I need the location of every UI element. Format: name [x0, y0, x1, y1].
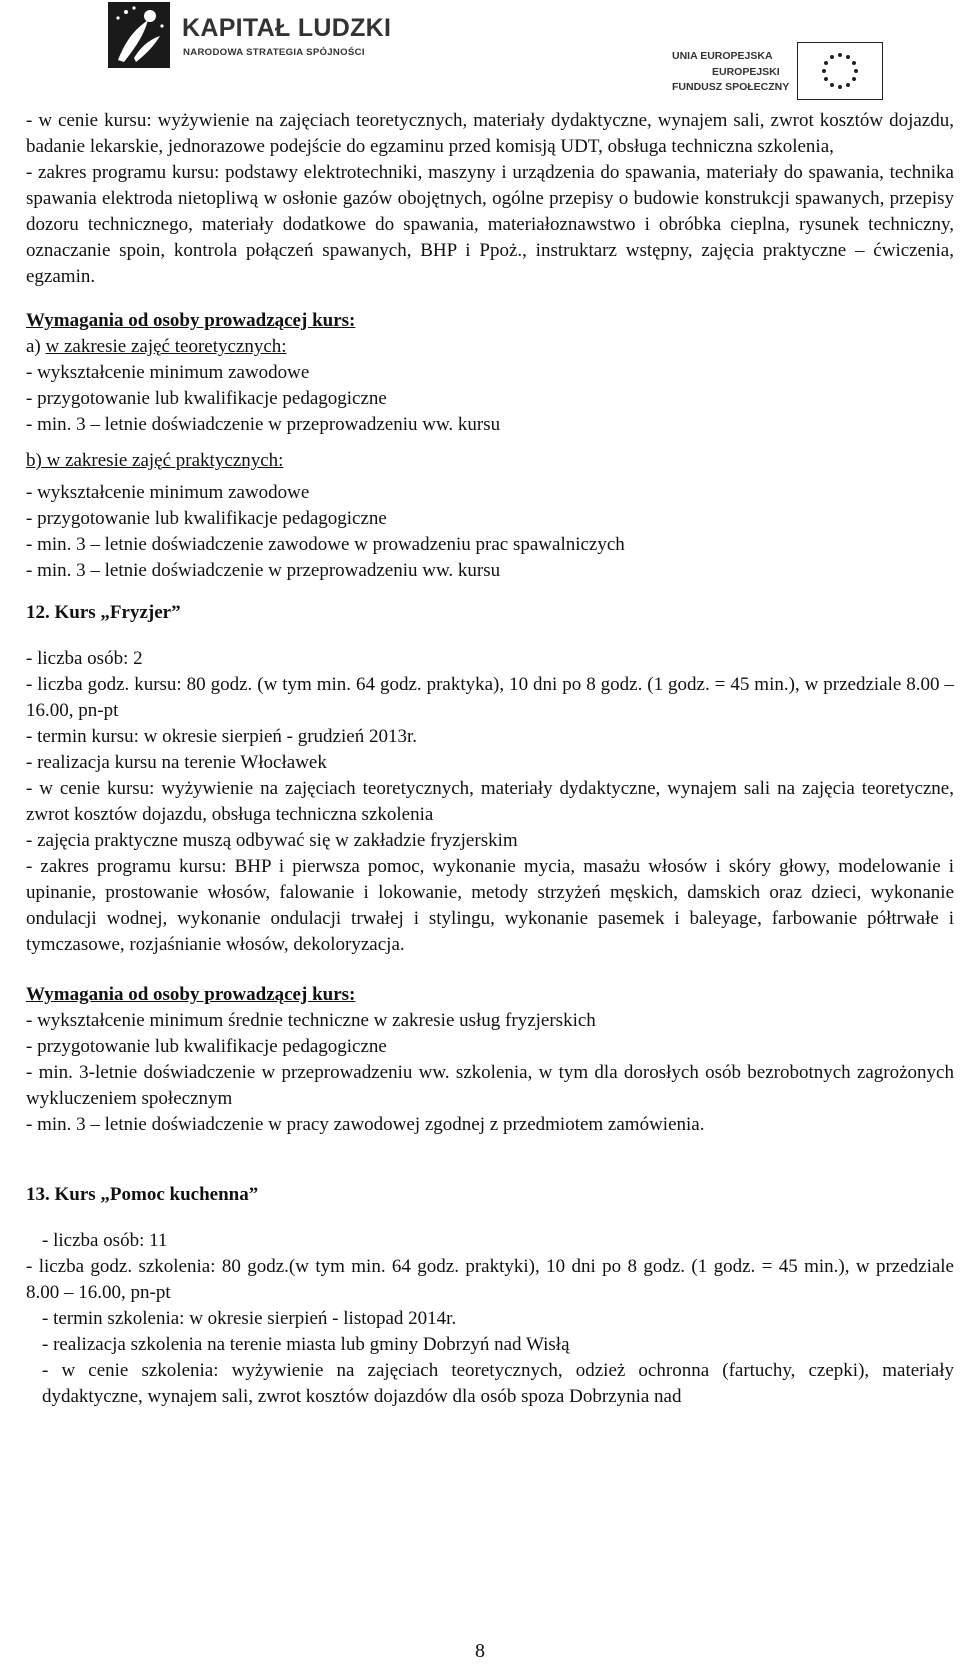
eu-label-line2: EUROPEJSKI [712, 66, 780, 78]
kapital-ludzki-subtitle: NARODOWA STRATEGIA SPÓJNOŚCI [183, 47, 365, 58]
course12-term: - termin kursu: w okresie sierpień - grudzień 2013r. [26, 726, 417, 747]
intro-price-paragraph: - w cenie kursu: wyżywienie na zajęciach teoretycznych, materiały dydaktyczne, wynajem sali, zwrot kosztów dojazdu, badanie lekarskie, jednorazowe podejście do egzaminu przed komisją UDT, obsługa techniczna szkolenia, [26, 110, 954, 157]
eu-label-line1: UNIA EUROPEJSKA [672, 50, 773, 62]
kapital-ludzki-emblem-icon [104, 0, 174, 72]
course12-req-item: - min. 3-letnie doświadczenie w przeprowadzeniu ww. szkolenia, w tym dla dorosłych osób bezrobotnych zagrożonych wykluczeniem społecznym [26, 1062, 954, 1109]
course13-place: - realizacja szkolenia na terenie miasta lub gminy Dobrzyń nad Wisłą [42, 1334, 570, 1355]
course12-persons: - liczba osób: 2 [26, 648, 143, 669]
course12-req-item: - min. 3 – letnie doświadczenie w pracy zawodowej zgodnej z przedmiotem zamówienia. [26, 1114, 705, 1135]
req1-a-item: - przygotowanie lub kwalifikacje pedagogiczne [26, 388, 387, 409]
req1-b-item: - min. 3 – letnie doświadczenie w przeprowadzeniu ww. kursu [26, 560, 501, 581]
course12-req-heading: Wymagania od osoby prowadzącej kurs: [26, 984, 356, 1005]
req1-b-item: - wykształcenie minimum zawodowe [26, 482, 310, 503]
course12-price: - w cenie kursu: wyżywienie na zajęciach teoretycznych, materiały dydaktyczne, wynajem sali na zajęcia teoretyczne, zwrot kosztów dojazdu, obsługa techniczna szkolenia [26, 778, 954, 825]
course12-practice: - zajęcia praktyczne muszą odbywać się w zakładzie fryzjerskim [26, 830, 518, 851]
course13-term: - termin szkolenia: w okresie sierpień - listopad 2014r. [42, 1308, 457, 1329]
req1-b-item: - min. 3 – letnie doświadczenie zawodowe w prowadzeniu prac spawalniczych [26, 534, 625, 555]
req1-a-line [26, 334, 954, 360]
req1-b-label: b) w zakresie zajęć praktycznych: [26, 450, 284, 471]
course12-hours: - liczba godz. kursu: 80 godz. (w tym min. 64 godz. praktyka), 10 dni po 8 godz. (1 godz. = 45 min.), w przedziale 8.00 – 16.00, pn-pt [26, 674, 954, 721]
course12-place: - realizacja kursu na terenie Włocławek [26, 752, 327, 773]
document-body [26, 108, 954, 1410]
req1-heading: Wymagania od osoby prowadzącej kurs: [26, 310, 356, 331]
eu-logo [672, 42, 932, 100]
course12-req-item: - wykształcenie minimum średnie techniczne w zakresie usług fryzjerskich [26, 1010, 596, 1031]
eu-label-line3: FUNDUSZ SPOŁECZNY [672, 81, 790, 93]
course13-title: 13. Kurs „Pomoc kuchenna” [26, 1184, 259, 1205]
course12-req-item: - przygotowanie lub kwalifikacje pedagogiczne [26, 1036, 387, 1057]
intro-program-paragraph: - zakres programu kursu: podstawy elektrotechniki, maszyny i urządzenia do spawania, materiały do spawania, technika spawania elektroda nietopliwą w osłonie gazów obojętnych, ogólne przepisy o budowie konstrukcji spawanych, przepisy dozoru technicznego, materiały dodatkowe do spawania, materiałoznawstwo i obróbka cieplna, rysunek techniczny, oznaczanie spoin, kontrola połączeń spawanych, BHP i Ppoż., instruktarz wstępny, zajęcia praktyczne – ćwiczenia, egzamin. [26, 162, 954, 287]
kapital-ludzki-title: KAPITAŁ LUDZKI [182, 14, 392, 42]
req1-b-item: - przygotowanie lub kwalifikacje pedagogiczne [26, 508, 387, 529]
course13-hours: - liczba godz. szkolenia: 80 godz.(w tym min. 64 godz. praktyki), 10 dni po 8 godz. (1 godz. = 45 min.), w przedziale 8.00 – 16.00, pn-pt [26, 1256, 954, 1303]
kapital-ludzki-logo [104, 0, 424, 80]
eu-flag-icon [797, 42, 883, 100]
course13-price: - w cenie szkolenia: wyżywienie na zajęciach teoretycznych, odzież ochronna (fartuchy, czepki), materiały dydaktyczne, wynajem sali, zwrot kosztów dojazdów dla osób spoza Dobrzynia nad [42, 1360, 954, 1407]
page-number: 8 [475, 1640, 485, 1662]
req1-a-item: - wykształcenie minimum zawodowe [26, 362, 310, 383]
req1-a-label: w zakresie zajęć teoretycznych: [45, 336, 287, 357]
course13-persons: - liczba osób: 11 [42, 1230, 168, 1251]
course12-program: - zakres programu kursu: BHP i pierwsza pomoc, wykonanie mycia, masażu włosów i skóry głowy, modelowanie i upinanie, prostowanie włosów, falowanie i lokowanie, metody strzyżeń męskich, damskich oraz dzieci, wykonanie ondulacji wodnej, wykonanie ondulacji trwałej i stylingu, wykonanie pasemek i baleyage, farbowanie półtrwałe i tymczasowe, rozjaśnianie włosów, dekoloryzacja. [26, 856, 954, 955]
req1-a-prefix: a) [26, 336, 46, 357]
course12-title: 12. Kurs „Fryzjer” [26, 602, 181, 623]
req1-a-item: - min. 3 – letnie doświadczenie w przeprowadzeniu ww. kursu [26, 414, 501, 435]
